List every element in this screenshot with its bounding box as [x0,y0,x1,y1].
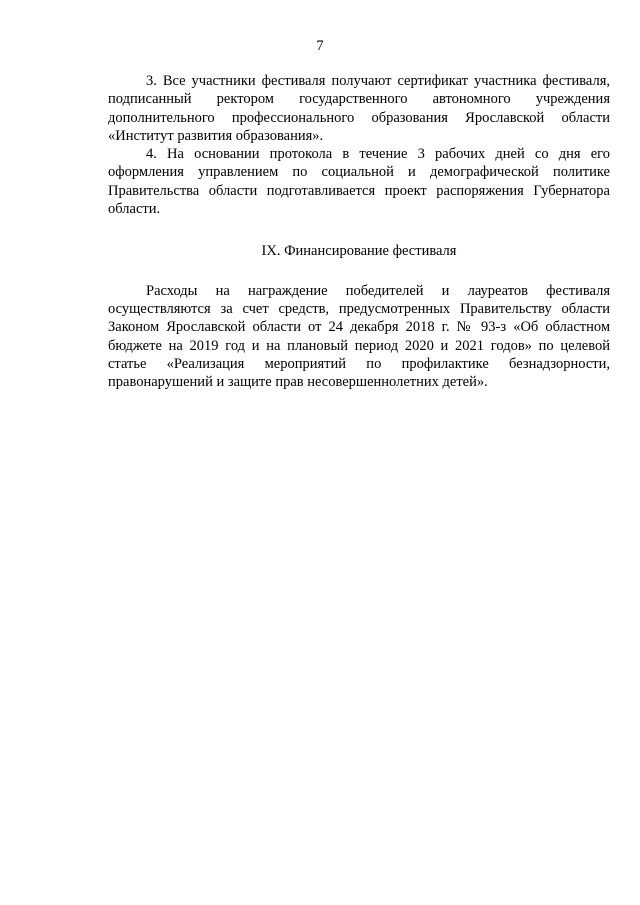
paragraph-certificate: 3. Все участники фестиваля получают сертификат участника фестиваля, подписанный ректором государственного автономного учреждения дополнительного профессионального образования Ярославской области «Институт развития образования». [108,73,610,144]
page-number: 7 [316,38,324,54]
paragraph-protocol: 4. На основании протокола в течение 3 рабочих дней со дня его оформления управлением по социальной и демографической политике Правительства области подготавливается проект распоряжения Губернатора области. [108,146,610,218]
section-heading-financing: IX. Финансирование фестиваля [261,243,457,260]
paragraph-financing: Расходы на награждение победителей и лауреатов фестиваля осуществляются за счет средств, предусмотренных Правительству области Законом Ярославской области от 24 декабря 2018 г. № 93-з «Об областном бюджете на 2019 год и на плановый период 2020 и 2021 годов» по целевой статье «Реализация мероприятий по профилактике безнадзорности, правонарушений и защите прав несовершеннолетних детей». [108,282,610,391]
document-body [108,72,610,391]
